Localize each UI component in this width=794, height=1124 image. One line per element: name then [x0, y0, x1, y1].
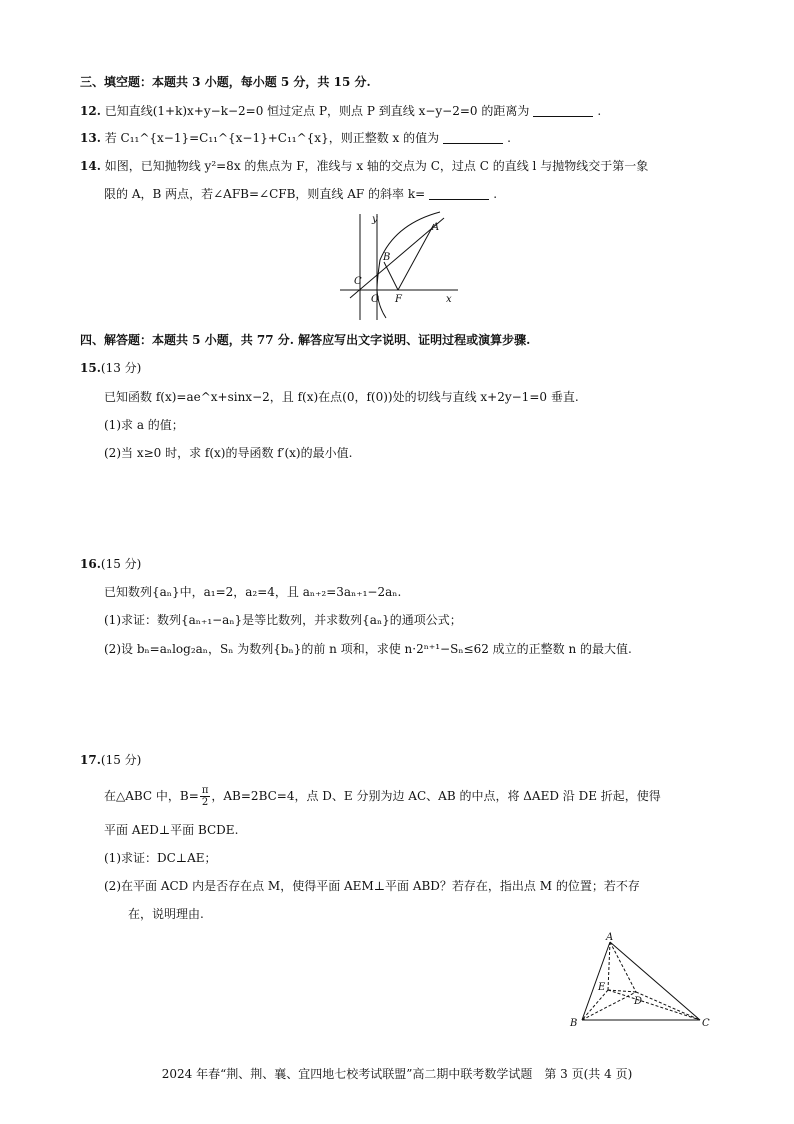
q17-part2-line2: 在，说明理由. [128, 907, 204, 921]
edge-ED [608, 990, 636, 992]
fraction-denominator: 2 [201, 797, 209, 808]
q17-part2-line1: (2)在平面 ACD 内是否存在点 M，使得平面 AEM⊥平面 ABD？若存在，指出点 M 的位置；若不存 [104, 879, 640, 893]
q16-points: (15 分) [100, 557, 142, 571]
label-B: B [570, 1018, 578, 1029]
q15-points: (13 分) [100, 361, 142, 375]
q13-number: 13. [80, 131, 101, 145]
q13-end: . [507, 131, 511, 145]
q13-answer-blank [443, 131, 503, 144]
edge-AD [610, 942, 636, 992]
q17-number: 17. [80, 753, 101, 767]
q15-stem: 已知函数 f(x)=ae^x+sinx−2，且 f(x)在点(0，f(0))处的切线与直线 x+2y−1=0 垂直. [104, 390, 579, 404]
question-12 [80, 103, 601, 119]
label-A: A [432, 222, 440, 233]
q15-number: 15. [80, 361, 101, 375]
edge-EB [582, 990, 608, 1020]
line-l [350, 218, 444, 298]
q17-stem1-b: ，AB=2BC=4，点 D、E 分别为边 AC、AB 的中点，将 ΔAED 沿 DE 折起，使得 [211, 789, 661, 803]
q14-answer-blank [429, 187, 489, 200]
q12-number: 12. [80, 104, 101, 118]
edge-EC [608, 990, 700, 1020]
edge-AB [582, 942, 610, 1020]
question-14 [80, 158, 648, 174]
label-y: y [372, 214, 378, 225]
label-D: D [634, 996, 643, 1007]
label-O: O [371, 294, 380, 305]
question-16 [80, 556, 141, 572]
segment-AF [398, 224, 434, 290]
q14-end: . [493, 187, 498, 201]
tetrahedron-figure [566, 930, 716, 1030]
q14-line1: 如图，已知抛物线 y²=8x 的焦点为 F，准线与 x 轴的交点为 C，过点 C 的直线 l 与抛物线交于第一象 [104, 159, 649, 173]
question-17 [80, 752, 141, 768]
q16-part1: (1)求证：数列{aₙ₊₁−aₙ}是等比数列，并求数列{aₙ}的通项公式； [104, 613, 462, 627]
page-footer: 2024 年春“荆、荆、襄、宜四地七校考试联盟”高二期中联考数学试题 第 3 页(共 4 页) [161, 1067, 633, 1081]
label-x: x [446, 294, 452, 305]
q17-points: (15 分) [100, 753, 142, 767]
label-A: A [606, 932, 614, 943]
q15-part2: (2)当 x≥0 时，求 f(x)的导函数 f′(x)的最小值. [104, 446, 353, 460]
label-C: C [354, 276, 362, 287]
label-E: E [598, 982, 606, 993]
q16-number: 16. [80, 557, 101, 571]
q12-text: 已知直线(1+k)x+y−k−2=0 恒过定点 P，则点 P 到直线 x−y−2=0 的距离为 [104, 104, 530, 118]
q14-line2 [104, 186, 497, 202]
edge-DC [636, 992, 700, 1020]
q14-line2-text: 限的 A，B 两点，若∠AFB=∠CFB，则直线 AF 的斜率 k= [104, 187, 426, 201]
q14-number: 14. [80, 159, 101, 173]
q17-stem1 [104, 785, 661, 808]
edge-AC [610, 942, 700, 1020]
edge-AE [608, 942, 610, 990]
parabola-figure [340, 210, 462, 322]
q16-stem: 已知数列{aₙ}中，a₁=2，a₂=4，且 aₙ₊₂=3aₙ₊₁−2aₙ. [104, 585, 402, 599]
q15-part1: (1)求 a 的值； [104, 418, 184, 432]
q17-stem2: 平面 AED⊥平面 BCDE. [104, 823, 239, 837]
segment-BF [384, 262, 398, 290]
label-C: C [702, 1018, 710, 1029]
q12-answer-blank [533, 104, 593, 117]
label-F: F [395, 294, 402, 305]
section4-heading: 四、解答题：本题共 5 小题，共 77 分. 解答应写出文字说明、证明过程或演算步骤. [80, 333, 531, 347]
q17-stem1-a: 在△ABC 中，B= [104, 789, 199, 803]
fraction-numerator: π [201, 785, 209, 796]
q13-text: 若 C₁₁^{x−1}=C₁₁^{x−1}+C₁₁^{x}，则正整数 x 的值为 [104, 131, 440, 145]
label-B: B [383, 252, 391, 263]
pi-over-2-fraction [200, 785, 211, 808]
q12-end: . [597, 104, 602, 118]
question-15 [80, 360, 141, 376]
section3-heading: 三、填空题：本题共 3 小题，每小题 5 分，共 15 分. [80, 75, 371, 89]
question-13 [80, 130, 511, 146]
q16-part2: (2)设 bₙ=aₙlog₂aₙ，Sₙ 为数列{bₙ}的前 n 项和，求使 n·2ⁿ⁺¹−Sₙ≤62 成立的正整数 n 的最大值. [104, 642, 632, 656]
q17-part1: (1)求证：DC⊥AE； [104, 851, 217, 865]
parabola-curve [377, 212, 440, 318]
